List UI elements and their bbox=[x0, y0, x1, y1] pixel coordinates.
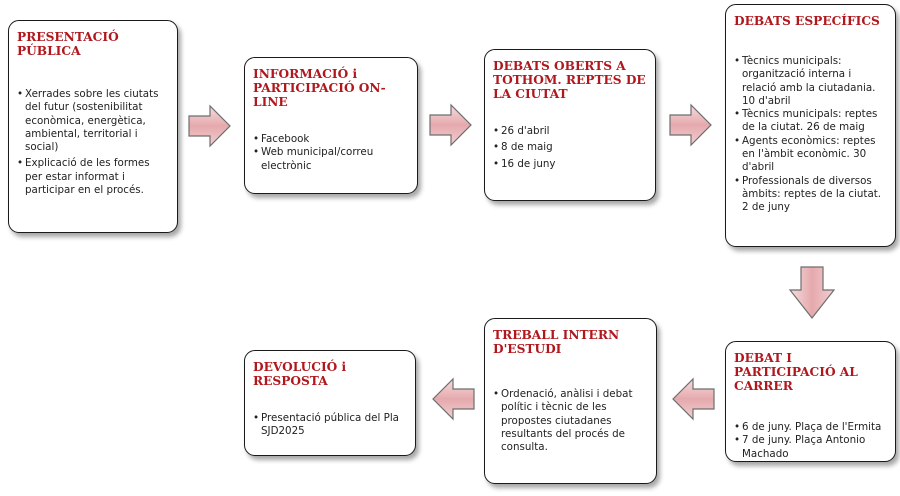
list-item: • Agents econòmics: reptes en l'àmbit econòmic. 30 d'abril bbox=[734, 135, 887, 175]
box-items bbox=[493, 388, 648, 454]
box-items bbox=[253, 133, 409, 173]
box-title: TREBALL INTERN D'ESTUDI bbox=[493, 328, 620, 356]
list-item: • Web municipal/correu electrònic bbox=[253, 146, 409, 173]
list-item: • Facebook bbox=[253, 133, 409, 146]
box-items bbox=[734, 421, 887, 461]
box-items bbox=[17, 88, 169, 197]
box-informacio-online bbox=[244, 57, 418, 194]
list-item: • 16 de juny bbox=[493, 158, 647, 171]
box-items bbox=[493, 125, 647, 171]
arrow-right-icon bbox=[429, 103, 473, 147]
box-title: DEBATS ESPECÍFICS bbox=[734, 14, 880, 28]
box-title: INFORMACIÓ i PARTICIPACIÓ ON-LINE bbox=[253, 67, 386, 109]
box-debats-oberts bbox=[484, 49, 656, 201]
list-item: • Professionals de diversos àmbits: reptes de la ciutat. 2 de juny bbox=[734, 175, 887, 215]
arrow-right-icon bbox=[669, 103, 713, 147]
box-title: DEBAT I PARTICIPACIÓ AL CARRER bbox=[734, 351, 858, 393]
box-treball-intern bbox=[484, 318, 657, 484]
list-item: • 6 de juny. Plaça de l'Ermita bbox=[734, 421, 887, 434]
arrow-left-icon bbox=[431, 377, 475, 421]
box-presentacio-publica bbox=[8, 20, 178, 233]
box-devolucio-resposta bbox=[244, 350, 416, 456]
box-debat-carrer bbox=[725, 341, 896, 462]
arrow-down-icon bbox=[788, 266, 836, 320]
list-item: • Tècnics municipals: reptes de la ciutat. 26 de maig bbox=[734, 108, 887, 135]
list-item: • 8 de maig bbox=[493, 141, 647, 154]
arrow-left-icon bbox=[671, 377, 715, 421]
box-debats-especifics bbox=[725, 4, 896, 247]
list-item: • Xerrades sobre les ciutats del futur (sostenibilitat econòmica, energètica, ambiental, territorial i social) bbox=[17, 88, 169, 154]
list-item: • Explicació de les formes per estar informat i participar en el procés. bbox=[17, 157, 169, 197]
box-items bbox=[253, 412, 407, 439]
list-item: • 26 d'abril bbox=[493, 125, 647, 138]
list-item: • Presentació pública del Pla SJD2025 bbox=[253, 412, 407, 439]
list-item: • Tècnics municipals: organització interna i relació amb la ciutadania. 10 d'abril bbox=[734, 55, 887, 108]
list-item: • 7 de juny. Plaça Antonio Machado bbox=[734, 434, 887, 461]
box-items bbox=[734, 55, 887, 215]
arrow-right-icon bbox=[188, 104, 232, 148]
box-title: DEVOLUCIÓ i RESPOSTA bbox=[253, 360, 347, 388]
box-title: PRESENTACIÓ PÚBLICA bbox=[17, 30, 119, 58]
list-item: • Ordenació, anàlisi i debat polític i tècnic de les propostes ciutadanes resultants del procés de consulta. bbox=[493, 388, 648, 454]
box-title: DEBATS OBERTS A TOTHOM. REPTES DE LA CIUTAT bbox=[493, 59, 646, 101]
